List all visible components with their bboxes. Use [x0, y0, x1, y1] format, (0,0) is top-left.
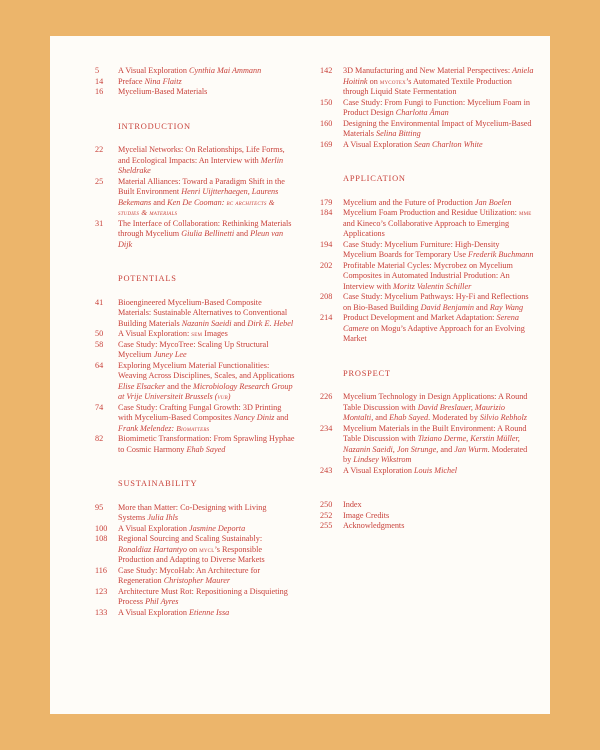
toc-column-right — [320, 66, 535, 532]
author-name: Nazanin Saeidi — [181, 318, 232, 328]
title-text: Architecture Must Rot: Repositioning a Disquieting Process — [118, 586, 288, 606]
toc-page — [50, 36, 550, 714]
author-name: Ray Wang — [489, 302, 524, 312]
title-text: Preface — [118, 76, 145, 86]
small-caps-text: mme — [519, 208, 532, 217]
toc-entry[interactable] — [320, 500, 535, 511]
page-number: 208 — [320, 292, 333, 301]
entry-title — [343, 500, 535, 511]
section-heading: INTRODUCTION — [118, 121, 191, 131]
entry-title — [118, 340, 295, 361]
title-text: on — [367, 76, 380, 86]
section-heading: POTENTIALS — [118, 274, 177, 283]
title-text: Regional Sourcing and Scaling Sustainably: — [118, 534, 263, 543]
heading-spacer — [95, 285, 295, 298]
page-number: 133 — [95, 607, 108, 617]
title-text: Acknowledgments — [343, 521, 405, 530]
author-name: Nancy Diniz — [233, 413, 275, 422]
author-name: Lindsey Wikstrom — [353, 455, 412, 464]
entry-title — [343, 119, 535, 140]
page-number: 214 — [320, 313, 333, 322]
page-number: 184 — [320, 208, 333, 217]
page-number: 108 — [95, 534, 108, 543]
section-spacer — [95, 455, 295, 479]
author-name: Microbiology Research Group at Vrije Universiteit Brussels ( — [118, 381, 293, 401]
title-text: and Kineco’s Collaborative Approach to Emerging Applications — [343, 218, 510, 238]
entry-title — [118, 361, 295, 403]
author-name: Henri Uijtterhaegen, Laurens Bekemans — [118, 187, 279, 207]
entry-title — [118, 77, 295, 88]
page-number: 116 — [95, 565, 107, 575]
author-group: Biomatters — [176, 423, 210, 433]
author-name: Giulia Bellinetti — [181, 229, 235, 238]
page-number: 14 — [95, 76, 104, 86]
author-name: David Breslauer, Maurizio Montalti — [343, 402, 505, 422]
author-group: vub — [217, 392, 228, 401]
entry-title — [118, 403, 295, 435]
page-number: 150 — [320, 97, 333, 107]
toc-column-left — [95, 66, 295, 618]
title-text: and — [438, 444, 455, 454]
small-caps-text: mycl — [199, 544, 215, 554]
entry-title — [118, 66, 295, 77]
author-name: Elise Elsacker — [118, 381, 166, 391]
title-text: Mycelium Foam Production and Residue Utilization: — [343, 208, 520, 217]
title-text: Mycelium Materials in the Built Environment: A Round Table Discussion with — [343, 423, 527, 443]
author-group: bc architects & studies & materials — [118, 197, 275, 217]
title-text: ’s Automated Textile Production through Liquid State Fermentation — [343, 76, 512, 96]
entry-title — [343, 261, 535, 293]
entry-title — [343, 98, 535, 119]
page-number: 169 — [320, 139, 333, 149]
page-number: 123 — [95, 586, 108, 596]
toc-entry[interactable] — [95, 361, 295, 403]
toc-entry[interactable] — [320, 511, 535, 522]
entry-title — [118, 219, 295, 251]
toc-entry[interactable] — [320, 98, 535, 119]
title-text: Mycelium Technology in Design Applications: A Round Table Discussion with — [343, 392, 528, 412]
author-name: ) — [227, 392, 231, 401]
toc-entry[interactable] — [95, 534, 295, 566]
author-name: Christopher Maurer — [163, 576, 231, 585]
page-number: 95 — [95, 502, 104, 512]
toc-entry[interactable] — [320, 313, 535, 345]
toc-entry[interactable] — [320, 424, 535, 466]
entry-title — [118, 87, 295, 98]
toc-entry[interactable] — [320, 240, 535, 261]
toc-entry[interactable] — [95, 329, 295, 340]
page-number: 16 — [95, 87, 104, 96]
page-number: 82 — [95, 434, 104, 443]
title-text: . Moderated by — [428, 413, 480, 422]
author-name: Merlin Sheldrake — [118, 155, 284, 175]
toc-entry[interactable] — [320, 208, 535, 240]
author-name: Tiziano Derme, Kerstin Müller, Nazanin Saeidi, Jon Strunge, — [343, 434, 520, 454]
page-number: 194 — [320, 239, 333, 249]
page-number: 22 — [95, 145, 104, 154]
author-name: Charlotta Åman — [395, 108, 449, 117]
entry-title — [343, 198, 535, 209]
author-name: Louis Michel — [414, 465, 457, 475]
entry-title — [118, 434, 295, 455]
entry-title — [118, 503, 295, 524]
title-text: A Visual Exploration: — [118, 329, 192, 338]
author-name: Ehab Sayed — [389, 413, 429, 422]
title-text: Case Study: Crafting Fungal Growth: 3D Printing with Mycelium-Based Composites — [118, 402, 282, 422]
toc-entry[interactable] — [95, 340, 295, 361]
title-text: on — [186, 544, 200, 554]
author-name: Frederik Buchmann — [468, 250, 534, 259]
title-text: Case Study: Mycelium Furniture: High-Density Mycelium Boards for Temporary Use — [343, 239, 500, 259]
toc-entry[interactable] — [320, 261, 535, 293]
entry-title — [343, 313, 535, 345]
section-spacer — [320, 476, 535, 500]
title-text: Case Study: MycoTree: Scaling Up Structural Mycelium — [118, 339, 269, 359]
title-text: The Interface of Collaboration: Rethinking Materials through Mycelium — [118, 218, 292, 238]
toc-entry[interactable] — [95, 77, 295, 88]
title-text: Profitable Material Cycles: Mycrobez on Mycelium Composites in Automated Industrial Prodution: An Interview with — [343, 260, 513, 291]
section-spacer — [95, 250, 295, 274]
author-name: Frank Melendez: — [118, 423, 177, 433]
entry-title — [118, 524, 295, 535]
title-text: Product Development and Market Adaptation: — [343, 313, 497, 322]
entry-title — [343, 466, 535, 477]
author-name: Phil Ayres — [145, 597, 179, 606]
author-name: Cynthia Mai Ammann — [189, 66, 262, 75]
entry-title — [343, 240, 535, 261]
author-name: Selina Bitting — [375, 129, 421, 138]
section-heading: APPLICATION — [343, 174, 406, 183]
title-text: A Visual Exploration — [118, 66, 189, 75]
small-caps-text: mycotex — [379, 76, 406, 86]
author-name: Juney Lee — [153, 350, 187, 359]
heading-spacer — [95, 132, 295, 145]
heading-spacer — [320, 379, 535, 392]
toc-entry[interactable] — [95, 608, 295, 619]
heading-spacer — [320, 185, 535, 198]
toc-entry[interactable] — [95, 177, 295, 219]
title-text: and — [234, 229, 251, 238]
title-text: , and — [371, 413, 390, 422]
author-name: Pleun van Dijk — [118, 229, 284, 249]
author-name: Ken De Cooman: — [167, 197, 227, 207]
title-text: Exploring Mycelium Material Functionalities: Weaving Across Disciplines, Scales, and Applications — [118, 360, 295, 380]
entry-title — [118, 145, 295, 177]
page-number: 234 — [320, 423, 333, 433]
entry-title — [343, 511, 535, 522]
title-text: Material Alliances: Toward a Paradigm Shift in the Built Environment — [118, 176, 285, 196]
author-name: Dirk E. Hebel — [247, 318, 294, 328]
title-text: Designing the Environmental Impact of Mycelium-Based Materials — [343, 118, 532, 138]
page-number: 252 — [320, 510, 333, 520]
title-text: Index — [343, 500, 362, 509]
page-number: 179 — [320, 197, 333, 207]
toc-entry[interactable] — [95, 298, 295, 330]
toc-entry[interactable] — [320, 521, 535, 532]
toc-entry[interactable] — [320, 392, 535, 424]
title-text: Case Study: From Fungi to Function: Mycelium Foam in Product Design — [343, 97, 530, 117]
toc-entry[interactable] — [320, 292, 535, 313]
author-name: Nina Flaitz — [144, 76, 182, 86]
page-number: 142 — [320, 66, 333, 75]
title-text: Mycelium and the Future of Production — [343, 197, 475, 207]
page-number: 202 — [320, 260, 333, 270]
author-name: Aniela Hoitink — [343, 66, 534, 86]
entry-title — [343, 140, 535, 151]
entry-title — [343, 208, 535, 240]
toc-entry[interactable] — [95, 87, 295, 98]
page-number: 41 — [95, 297, 104, 307]
entry-title — [118, 587, 295, 608]
author-name: Jan Boelen — [474, 197, 512, 207]
title-text: ’s Responsible Production and Adapting to Diverse Markets — [118, 544, 265, 564]
page-number: 25 — [95, 176, 104, 186]
toc-entry[interactable] — [320, 119, 535, 140]
section-spacer — [320, 150, 535, 174]
title-text: on Mogu’s Adaptive Approach for an Evolving Market — [343, 323, 525, 343]
small-caps-text: sem — [191, 329, 203, 338]
page-number: 226 — [320, 392, 333, 401]
entry-title — [118, 329, 295, 340]
author-name: Etienne Issa — [189, 607, 230, 617]
section-heading: SUSTAINABILITY — [118, 479, 198, 488]
title-text: Case Study: MycoHab: An Architecture for Regeneration — [118, 565, 261, 585]
title-text: and — [274, 413, 289, 422]
author-name: Sean Charlton White — [414, 139, 483, 149]
author-name: Serena Camere — [343, 313, 519, 333]
title-text: 3D Manufacturing and New Material Perspectives: — [343, 66, 513, 75]
title-text: Biomimetic Transformation: From Sprawling Hyphae to Cosmic Harmony — [118, 434, 295, 454]
entry-title — [118, 298, 295, 330]
toc-entry[interactable] — [95, 503, 295, 524]
title-text: and — [151, 197, 168, 207]
title-text: . Moderated by — [343, 444, 528, 464]
section-spacer — [95, 98, 295, 122]
author-name: Silvio Rebholz — [479, 413, 527, 422]
page-number: 255 — [320, 521, 333, 530]
toc-entry[interactable] — [95, 403, 295, 435]
page-number: 58 — [95, 339, 104, 349]
entry-title — [343, 521, 535, 532]
title-text: A Visual Exploration — [118, 607, 189, 617]
author-name: Jan Wurm — [454, 444, 488, 454]
toc-entry[interactable] — [95, 434, 295, 455]
title-text: More than Matter: Co-Designing with Living Systems — [118, 502, 267, 522]
page-number: 100 — [95, 523, 108, 533]
page-number: 50 — [95, 329, 104, 338]
toc-entry[interactable] — [95, 587, 295, 608]
entry-title — [118, 566, 295, 587]
entry-title — [343, 66, 535, 98]
toc-entry[interactable] — [320, 140, 535, 151]
title-text: Mycelial Networks: On Relationships, Life Forms, and Ecological Impacts: An Interview with — [118, 145, 285, 165]
toc-entry[interactable] — [95, 66, 295, 77]
entry-title — [343, 424, 535, 466]
page-number: 5 — [95, 66, 100, 75]
toc-entry[interactable] — [95, 145, 295, 177]
title-text: Image Credits — [343, 510, 390, 520]
author-name: Julia Ihls — [147, 513, 179, 522]
title-text: A Visual Exploration — [343, 139, 414, 149]
toc-entry[interactable] — [95, 219, 295, 251]
page-number: 74 — [95, 402, 104, 412]
title-text: Bioengineered Mycelium-Based Composite Materials: Sustainable Alternatives to Conventional Building Materials — [118, 297, 288, 328]
entry-title — [118, 534, 295, 566]
title-text: A Visual Exploration — [118, 523, 189, 533]
entry-title — [343, 392, 535, 424]
title-text: A Visual Exploration — [343, 465, 414, 475]
title-text: and the — [165, 381, 194, 391]
toc-entry[interactable] — [95, 524, 295, 535]
page-number: 243 — [320, 465, 333, 475]
title-text: Images — [202, 329, 228, 338]
title-text: and — [231, 318, 248, 328]
author-name: Moritz Valentin Schiller — [393, 281, 472, 291]
toc-entry[interactable] — [320, 466, 535, 477]
section-heading: PROSPECT — [343, 368, 391, 378]
entry-title — [118, 177, 295, 219]
title-text: Case Study: Mycelium Pathways: Hy-Fi and Reflections on Bio-Based Building — [343, 292, 529, 312]
author-name: Jasmine Deporta — [189, 523, 246, 533]
page-number: 31 — [95, 218, 104, 228]
entry-title — [118, 608, 295, 619]
section-spacer — [320, 345, 535, 369]
entry-title — [343, 292, 535, 313]
toc-entry[interactable] — [320, 66, 535, 98]
heading-spacer — [95, 490, 295, 503]
toc-entry[interactable] — [95, 566, 295, 587]
author-name: David Benjamin — [420, 302, 474, 312]
author-name: Ehab Sayed — [186, 444, 226, 454]
page-number: 160 — [320, 118, 333, 128]
toc-entry[interactable] — [320, 198, 535, 209]
title-text: and — [474, 302, 490, 312]
page-number: 250 — [320, 500, 333, 509]
title-text: Mycelium-Based Materials — [118, 87, 208, 96]
page-number: 64 — [95, 360, 104, 370]
author-name: Ronaldiaz Hartantyo — [118, 544, 187, 554]
